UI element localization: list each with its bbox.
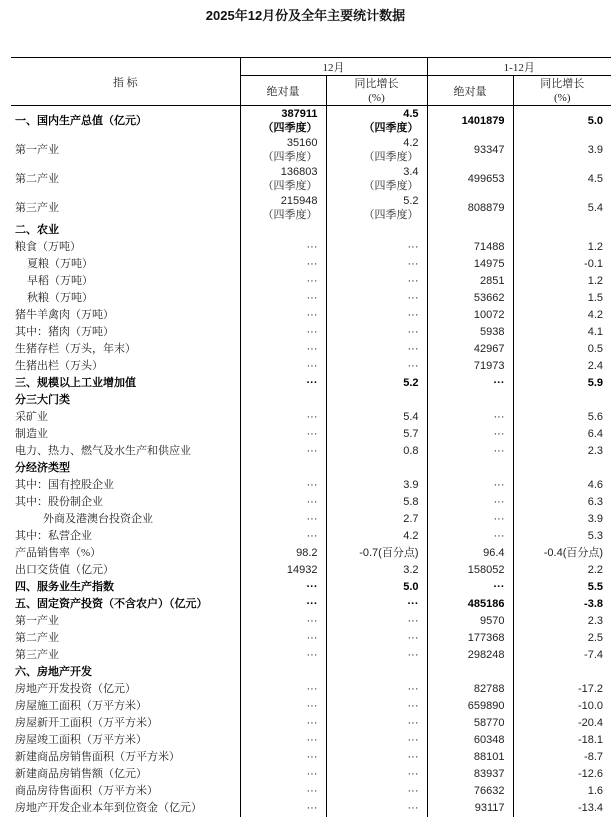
ytd-yoy: -13.4	[513, 800, 611, 817]
month-yoy: ···	[326, 290, 427, 307]
indicator-label: 其中：股份制企业	[11, 494, 240, 511]
indicator-label: 粮食（万吨）	[11, 239, 240, 256]
table-row	[11, 800, 611, 817]
indicator-label: 夏粮（万吨）	[11, 256, 240, 273]
ytd-absolute	[427, 222, 513, 239]
indicator-label: 生猪出栏（万头）	[11, 358, 240, 375]
indicator-label: 商品房待售面积（万平方米）	[11, 783, 240, 800]
ytd-absolute	[427, 460, 513, 477]
month-yoy: 5.4	[326, 409, 427, 426]
subsection-label: 分三大门类	[11, 392, 240, 409]
table-row	[11, 477, 611, 494]
month-absolute: ···	[240, 766, 326, 783]
month-yoy: ···	[326, 800, 427, 817]
month-absolute: ···	[240, 239, 326, 256]
month-yoy: ···	[326, 715, 427, 732]
indicator-label: 电力、热力、燃气及水生产和供应业	[11, 443, 240, 460]
month-absolute: ···	[240, 307, 326, 324]
note: （四季度）	[327, 121, 419, 135]
table-row	[11, 273, 611, 290]
ytd-absolute: 88101	[427, 749, 513, 766]
subsection-row	[11, 460, 611, 477]
month-yoy: 2.7	[326, 511, 427, 528]
ytd-yoy: -0.1	[513, 256, 611, 273]
ytd-yoy: 2.3	[513, 443, 611, 460]
indicator-label: 制造业	[11, 426, 240, 443]
indicator-label: 生猪存栏（万头，年末）	[11, 341, 240, 358]
ytd-absolute: 9570	[427, 613, 513, 630]
ytd-yoy: 3.9	[513, 135, 611, 164]
ytd-absolute: 71488	[427, 239, 513, 256]
month-absolute: ···	[240, 732, 326, 749]
subsection-row	[11, 392, 611, 409]
month-absolute: ···	[240, 273, 326, 290]
indicator-label: 一、国内生产总值（亿元）	[11, 106, 240, 136]
ytd-yoy: -3.8	[513, 596, 611, 613]
table-row	[11, 341, 611, 358]
month-yoy	[326, 392, 427, 409]
table-row	[11, 528, 611, 545]
indicator-label: 新建商品房销售面积（万平方米）	[11, 749, 240, 766]
month-absolute: ···	[240, 800, 326, 817]
month-yoy: 5.0	[326, 579, 427, 596]
ytd-yoy: 4.2	[513, 307, 611, 324]
section-label: 二、农业	[11, 222, 240, 239]
month-yoy: ···	[326, 681, 427, 698]
month-absolute: ···	[240, 477, 326, 494]
ytd-absolute: ···	[427, 477, 513, 494]
table-row	[11, 766, 611, 783]
ytd-absolute: 10072	[427, 307, 513, 324]
month-yoy-header	[326, 76, 427, 106]
indicator-label: 采矿业	[11, 409, 240, 426]
month-absolute: ···	[240, 783, 326, 800]
month-absolute: ···	[240, 494, 326, 511]
ytd-yoy: 1.5	[513, 290, 611, 307]
ytd-yoy	[513, 222, 611, 239]
value: 3.4	[327, 165, 419, 179]
month-yoy: ···	[326, 256, 427, 273]
indicator-label: 房屋新开工面积（万平方米）	[11, 715, 240, 732]
month-yoy: ···	[326, 630, 427, 647]
section-label: 三、规模以上工业增加值	[11, 375, 240, 392]
ytd-yoy: -12.6	[513, 766, 611, 783]
ytd-absolute: 58770	[427, 715, 513, 732]
ytd-absolute: 659890	[427, 698, 513, 715]
value: 35160	[241, 136, 318, 150]
table-row	[11, 135, 611, 164]
month-yoy: 4.2	[326, 528, 427, 545]
month-yoy: 5.2	[326, 375, 427, 392]
month-absolute: ···	[240, 426, 326, 443]
month-yoy	[326, 164, 427, 193]
table-row	[11, 715, 611, 732]
month-absolute	[240, 392, 326, 409]
month-yoy: 0.8	[326, 443, 427, 460]
ytd-yoy: 2.5	[513, 630, 611, 647]
month-absolute: ···	[240, 630, 326, 647]
ytd-absolute	[427, 392, 513, 409]
value: 387911	[241, 107, 318, 121]
indicator-label: 第一产业	[11, 613, 240, 630]
table-row	[11, 290, 611, 307]
indicator-label: 房屋施工面积（万平方米）	[11, 698, 240, 715]
table-row	[11, 545, 611, 562]
month-absolute: ···	[240, 528, 326, 545]
note: （四季度）	[241, 208, 318, 222]
month-absolute	[240, 135, 326, 164]
ytd-absolute: 808879	[427, 193, 513, 222]
section-row	[11, 579, 611, 596]
ytd-absolute: ···	[427, 511, 513, 528]
table-row	[11, 358, 611, 375]
month-yoy	[326, 664, 427, 681]
indicator-header: 指 标	[11, 58, 240, 106]
month-abs-header: 绝对量	[240, 76, 326, 106]
ytd-yoy: 1.2	[513, 239, 611, 256]
table-row	[11, 732, 611, 749]
ytd-yoy-header	[513, 76, 611, 106]
ytd-absolute: 83937	[427, 766, 513, 783]
ytd-yoy: -17.2	[513, 681, 611, 698]
table-row	[11, 324, 611, 341]
ytd-yoy: -10.0	[513, 698, 611, 715]
ytd-absolute: ···	[427, 443, 513, 460]
ytd-absolute	[427, 664, 513, 681]
month-yoy: ···	[326, 324, 427, 341]
ytd-absolute: 158052	[427, 562, 513, 579]
month-yoy: 5.8	[326, 494, 427, 511]
section-row	[11, 664, 611, 681]
section-label: 五、固定资产投资（不含农户）（亿元）	[11, 596, 240, 613]
ytd-yoy: -8.7	[513, 749, 611, 766]
value: 4.2	[327, 136, 419, 150]
table-row	[11, 426, 611, 443]
table-row	[11, 443, 611, 460]
table-row	[11, 562, 611, 579]
note: （四季度）	[241, 121, 318, 135]
ytd-absolute: 93117	[427, 800, 513, 817]
note: （四季度）	[327, 150, 419, 164]
month-yoy: ···	[326, 647, 427, 664]
month-absolute: ···	[240, 341, 326, 358]
ytd-absolute: 485186	[427, 596, 513, 613]
section-row	[11, 375, 611, 392]
indicator-label: 房地产开发投资（亿元）	[11, 681, 240, 698]
month-yoy	[326, 222, 427, 239]
month-absolute: ···	[240, 375, 326, 392]
ytd-absolute: 499653	[427, 164, 513, 193]
month-absolute: ···	[240, 681, 326, 698]
ytd-yoy	[513, 392, 611, 409]
ytd-absolute: 177368	[427, 630, 513, 647]
table-header	[11, 58, 611, 106]
ytd-yoy: 2.4	[513, 358, 611, 375]
ytd-absolute: 53662	[427, 290, 513, 307]
indicator-label: 房屋竣工面积（万平方米）	[11, 732, 240, 749]
table-row	[11, 494, 611, 511]
month-absolute: ···	[240, 613, 326, 630]
ytd-absolute: 1401879	[427, 106, 513, 136]
ytd-yoy: 2.3	[513, 613, 611, 630]
table-row	[11, 681, 611, 698]
indicator-label: 产品销售率（%）	[11, 545, 240, 562]
note: （四季度）	[241, 179, 318, 193]
ytd-yoy: 5.6	[513, 409, 611, 426]
ytd-yoy: 6.3	[513, 494, 611, 511]
period-month-header: 12月	[240, 58, 427, 76]
month-yoy: ···	[326, 596, 427, 613]
month-yoy: ···	[326, 358, 427, 375]
indicator-label: 第一产业	[11, 135, 240, 164]
month-absolute: ···	[240, 290, 326, 307]
indicator-label: 其中：猪肉（万吨）	[11, 324, 240, 341]
month-absolute: 98.2	[240, 545, 326, 562]
month-absolute	[240, 460, 326, 477]
month-yoy: 3.9	[326, 477, 427, 494]
indicator-label: 其中：国有控股企业	[11, 477, 240, 494]
month-yoy: 5.7	[326, 426, 427, 443]
ytd-yoy: 1.6	[513, 783, 611, 800]
month-yoy: ···	[326, 613, 427, 630]
indicator-label: 第二产业	[11, 630, 240, 647]
ytd-yoy: 5.3	[513, 528, 611, 545]
table-row	[11, 193, 611, 222]
ytd-yoy: 6.4	[513, 426, 611, 443]
period-ytd-header: 1-12月	[427, 58, 611, 76]
table-body	[11, 106, 611, 817]
month-absolute	[240, 193, 326, 222]
ytd-absolute: 2851	[427, 273, 513, 290]
ytd-yoy: 0.5	[513, 341, 611, 358]
month-yoy: 3.2	[326, 562, 427, 579]
month-absolute	[240, 106, 326, 136]
section-row	[11, 596, 611, 613]
ytd-absolute: ···	[427, 375, 513, 392]
month-absolute	[240, 164, 326, 193]
yoy-unit: (%)	[327, 91, 427, 105]
month-yoy	[326, 106, 427, 136]
indicator-label: 秋粮（万吨）	[11, 290, 240, 307]
value: 215948	[241, 194, 318, 208]
month-yoy: ···	[326, 307, 427, 324]
yoy-label: 同比增长	[327, 77, 427, 91]
month-yoy: -0.7(百分点)	[326, 545, 427, 562]
month-yoy: ···	[326, 749, 427, 766]
ytd-yoy	[513, 460, 611, 477]
table-row	[11, 307, 611, 324]
month-yoy: ···	[326, 341, 427, 358]
indicator-label: 出口交货值（亿元）	[11, 562, 240, 579]
indicator-label: 外商及港澳台投资企业	[11, 511, 240, 528]
month-yoy: ···	[326, 766, 427, 783]
month-absolute: ···	[240, 324, 326, 341]
value: 4.5	[327, 107, 419, 121]
ytd-absolute: 60348	[427, 732, 513, 749]
ytd-absolute: 76632	[427, 783, 513, 800]
indicator-label: 第三产业	[11, 647, 240, 664]
table-row	[11, 256, 611, 273]
note: （四季度）	[327, 208, 419, 222]
month-absolute: ···	[240, 511, 326, 528]
month-yoy	[326, 135, 427, 164]
yoy-unit: (%)	[514, 91, 611, 105]
ytd-yoy: 4.5	[513, 164, 611, 193]
month-yoy	[326, 193, 427, 222]
yoy-label: 同比增长	[514, 77, 611, 91]
ytd-yoy: -0.4(百分点)	[513, 545, 611, 562]
ytd-absolute: ···	[427, 528, 513, 545]
ytd-yoy: 4.6	[513, 477, 611, 494]
page-title: 2025年12月份及全年主要统计数据	[0, 7, 611, 25]
table-row	[11, 613, 611, 630]
table-row	[11, 698, 611, 715]
ytd-yoy: 5.5	[513, 579, 611, 596]
indicator-label: 房地产开发企业本年到位资金（亿元）	[11, 800, 240, 817]
month-yoy: ···	[326, 732, 427, 749]
indicator-label: 第二产业	[11, 164, 240, 193]
month-absolute: ···	[240, 443, 326, 460]
ytd-absolute: 298248	[427, 647, 513, 664]
ytd-yoy: 1.2	[513, 273, 611, 290]
month-absolute: ···	[240, 256, 326, 273]
month-yoy: ···	[326, 698, 427, 715]
ytd-absolute: ···	[427, 409, 513, 426]
month-absolute: ···	[240, 715, 326, 732]
statistics-table	[11, 57, 611, 817]
value: 136803	[241, 165, 318, 179]
table-row	[11, 783, 611, 800]
month-absolute: ···	[240, 647, 326, 664]
ytd-absolute: ···	[427, 426, 513, 443]
indicator-label: 其中：私营企业	[11, 528, 240, 545]
month-absolute	[240, 222, 326, 239]
ytd-yoy: 5.4	[513, 193, 611, 222]
table-row	[11, 239, 611, 256]
ytd-absolute: 5938	[427, 324, 513, 341]
ytd-yoy: -20.4	[513, 715, 611, 732]
ytd-absolute: 93347	[427, 135, 513, 164]
table-row	[11, 749, 611, 766]
ytd-absolute: 71973	[427, 358, 513, 375]
indicator-label: 第三产业	[11, 193, 240, 222]
ytd-abs-header: 绝对量	[427, 76, 513, 106]
month-yoy: ···	[326, 273, 427, 290]
ytd-yoy: -7.4	[513, 647, 611, 664]
month-absolute	[240, 664, 326, 681]
month-absolute: ···	[240, 358, 326, 375]
ytd-absolute: ···	[427, 494, 513, 511]
month-absolute: ···	[240, 409, 326, 426]
section-label: 六、房地产开发	[11, 664, 240, 681]
indicator-label: 猪牛羊禽肉（万吨）	[11, 307, 240, 324]
note: （四季度）	[327, 179, 419, 193]
month-yoy	[326, 460, 427, 477]
note: （四季度）	[241, 150, 318, 164]
table-row	[11, 630, 611, 647]
section-label: 四、服务业生产指数	[11, 579, 240, 596]
table-row	[11, 511, 611, 528]
table-row	[11, 409, 611, 426]
ytd-absolute: 14975	[427, 256, 513, 273]
table-row	[11, 164, 611, 193]
ytd-absolute: 96.4	[427, 545, 513, 562]
subsection-label: 分经济类型	[11, 460, 240, 477]
value: 5.2	[327, 194, 419, 208]
ytd-absolute: ···	[427, 579, 513, 596]
table-row	[11, 106, 611, 136]
indicator-label: 早稻（万吨）	[11, 273, 240, 290]
ytd-yoy: 5.0	[513, 106, 611, 136]
ytd-absolute: 82788	[427, 681, 513, 698]
indicator-label: 新建商品房销售额（亿元）	[11, 766, 240, 783]
ytd-yoy	[513, 664, 611, 681]
month-yoy: ···	[326, 239, 427, 256]
month-absolute: 14932	[240, 562, 326, 579]
month-yoy: ···	[326, 783, 427, 800]
ytd-absolute: 42967	[427, 341, 513, 358]
ytd-yoy: 4.1	[513, 324, 611, 341]
ytd-yoy: 5.9	[513, 375, 611, 392]
month-absolute: ···	[240, 698, 326, 715]
ytd-yoy: -18.1	[513, 732, 611, 749]
ytd-yoy: 2.2	[513, 562, 611, 579]
table-row	[11, 647, 611, 664]
month-absolute: ···	[240, 596, 326, 613]
month-absolute: ···	[240, 579, 326, 596]
ytd-yoy: 3.9	[513, 511, 611, 528]
month-absolute: ···	[240, 749, 326, 766]
section-row	[11, 222, 611, 239]
